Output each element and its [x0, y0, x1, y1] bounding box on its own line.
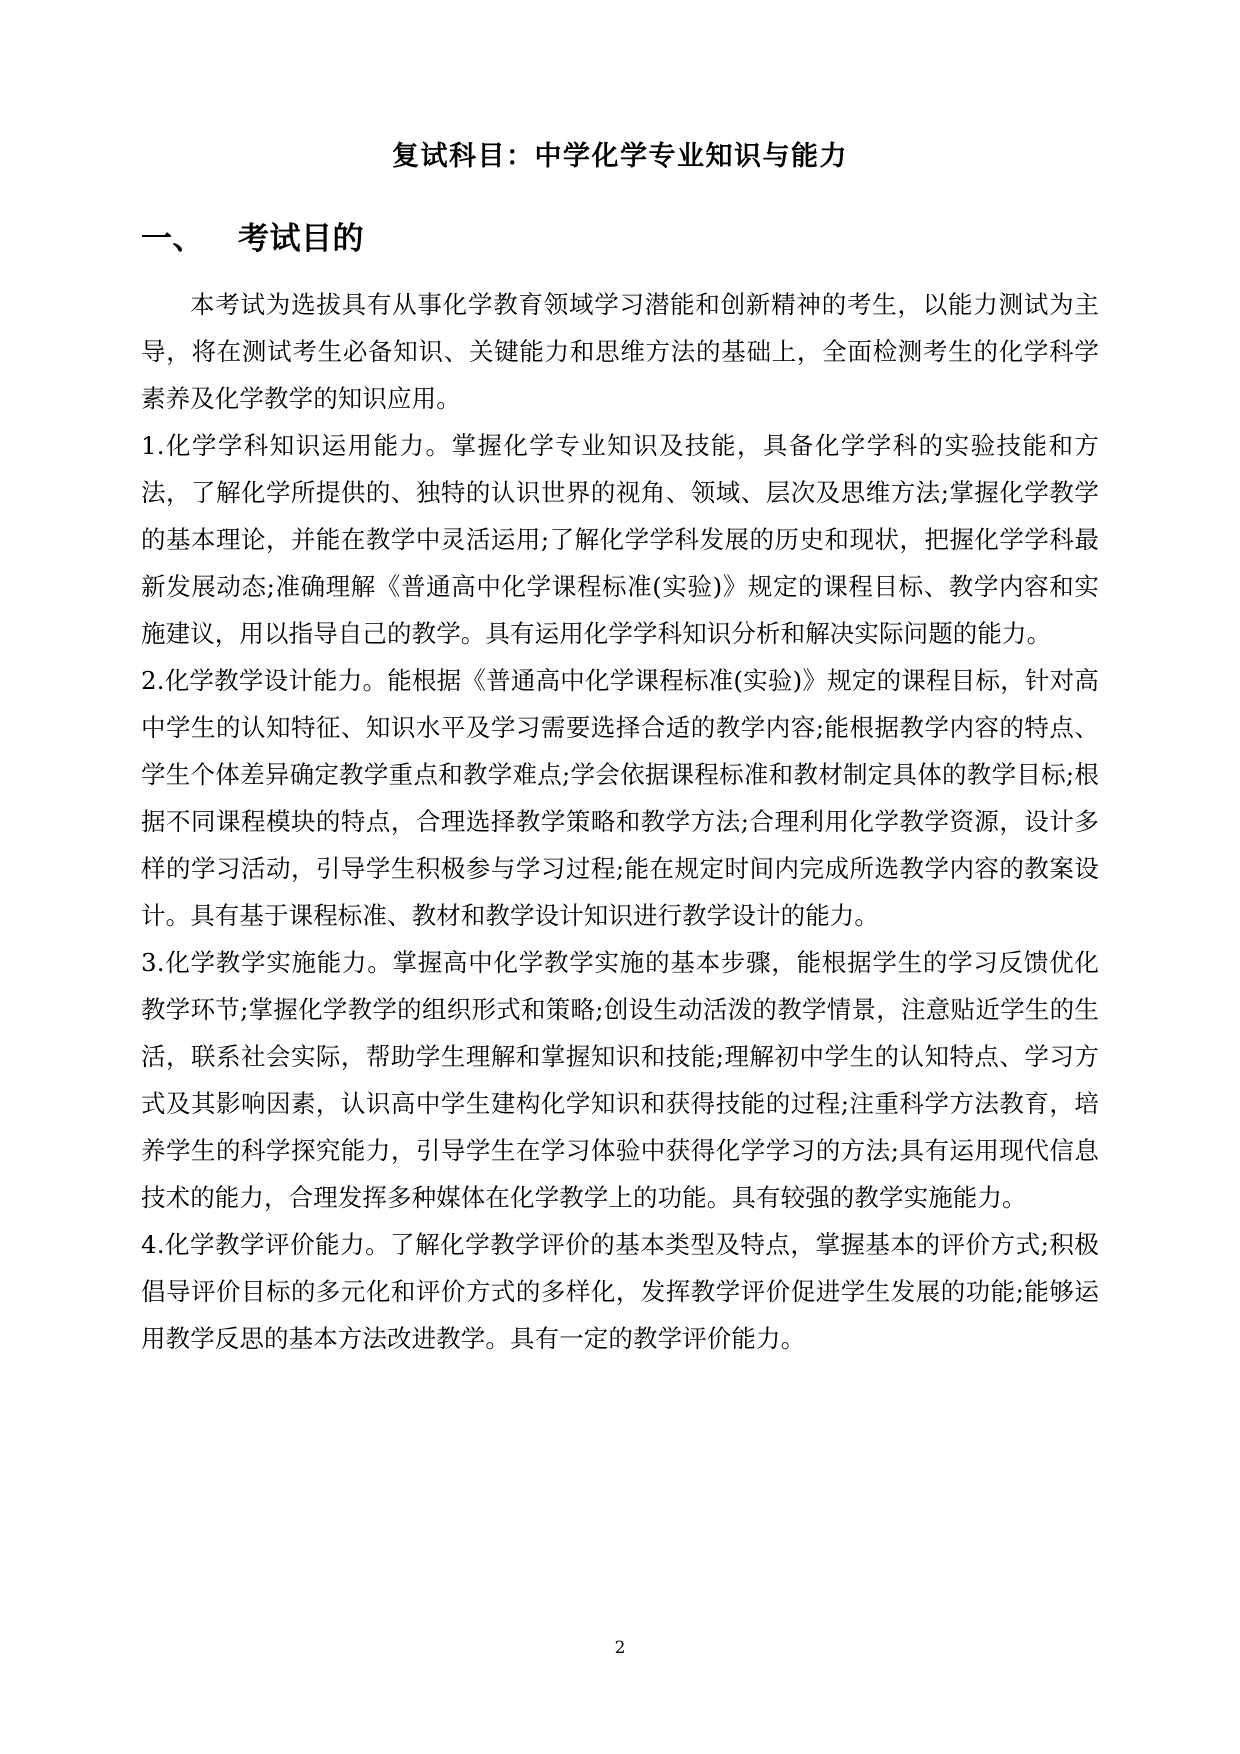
- page-content: [141, 0, 1099, 1362]
- capability-item-3: 3.化学教学实施能力。掌握高中化学教学实施的基本步骤，能根据学生的学习反馈优化教学环节;掌握化学教学的组织形式和策略;创设生动活泼的教学情景，注意贴近学生的生活，联系社会实际，帮助学生理解和掌握知识和技能;理解初中学生的认知特点、学习方式及其影响因素，认识高中学生建构化学知识和获得技能的过程;注重科学方法教育，培养学生的科学探究能力，引导学生在学习体验中获得化学学习的方法;具有运用现代信息技术的能力，合理发挥多种媒体在化学教学上的功能。具有较强的教学实施能力。: [141, 948, 1099, 1213]
- section-body: [141, 281, 1099, 1362]
- capability-item-2: 2.化学教学设计能力。能根据《普通高中化学课程标准(实验)》规定的课程目标，针对高中学生的认知特征、知识水平及学习需要选择合适的教学内容;能根据教学内容的特点、学生个体差异确定教学重点和教学难点;学会依据课程标准和教材制定具体的教学目标;根据不同课程模块的特点，合理选择教学策略和教学方法;合理利用化学教学资源，设计多样的学习活动，引导学生积极参与学习过程;能在规定时间内完成所选教学内容的教案设计。具有基于课程标准、教材和教学设计知识进行教学设计的能力。: [141, 666, 1099, 931]
- section-heading: [141, 173, 1099, 259]
- capability-item-1: 1.化学学科知识运用能力。掌握化学专业知识及技能，具备化学学科的实验技能和方法，了解化学所提供的、独特的认识世界的视角、领域、层次及思维方法;掌握化学教学的基本理论，并能在教学中灵活运用;了解化学学科发展的历史和现状，把握化学学科最新发展动态;准确理解《普通高中化学课程标准(实验)》规定的课程目标、教学内容和实施建议，用以指导自己的教学。具有运用化学学科知识分析和解决实际问题的能力。: [141, 431, 1099, 649]
- section-number: 一、: [141, 221, 204, 258]
- section-heading-text: 考试目的: [238, 221, 364, 258]
- document-title: 复试科目：中学化学专业知识与能力: [392, 141, 848, 172]
- page-number: 2: [614, 1638, 626, 1658]
- intro-paragraph: 本考试为选拔具有从事化学教育领域学习潜能和创新精神的考生，以能力测试为主导，将在测试考生必备知识、关键能力和思维方法的基础上，全面检测考生的化学科学素养及化学教学的知识应用。: [141, 290, 1099, 414]
- capability-item-4: 4.化学教学评价能力。了解化学教学评价的基本类型及特点，掌握基本的评价方式;积极倡导评价目标的多元化和评价方式的多样化，发挥教学评价促进学生发展的功能;能够运用教学反思的基本方法改进教学。具有一定的教学评价能力。: [141, 1230, 1099, 1354]
